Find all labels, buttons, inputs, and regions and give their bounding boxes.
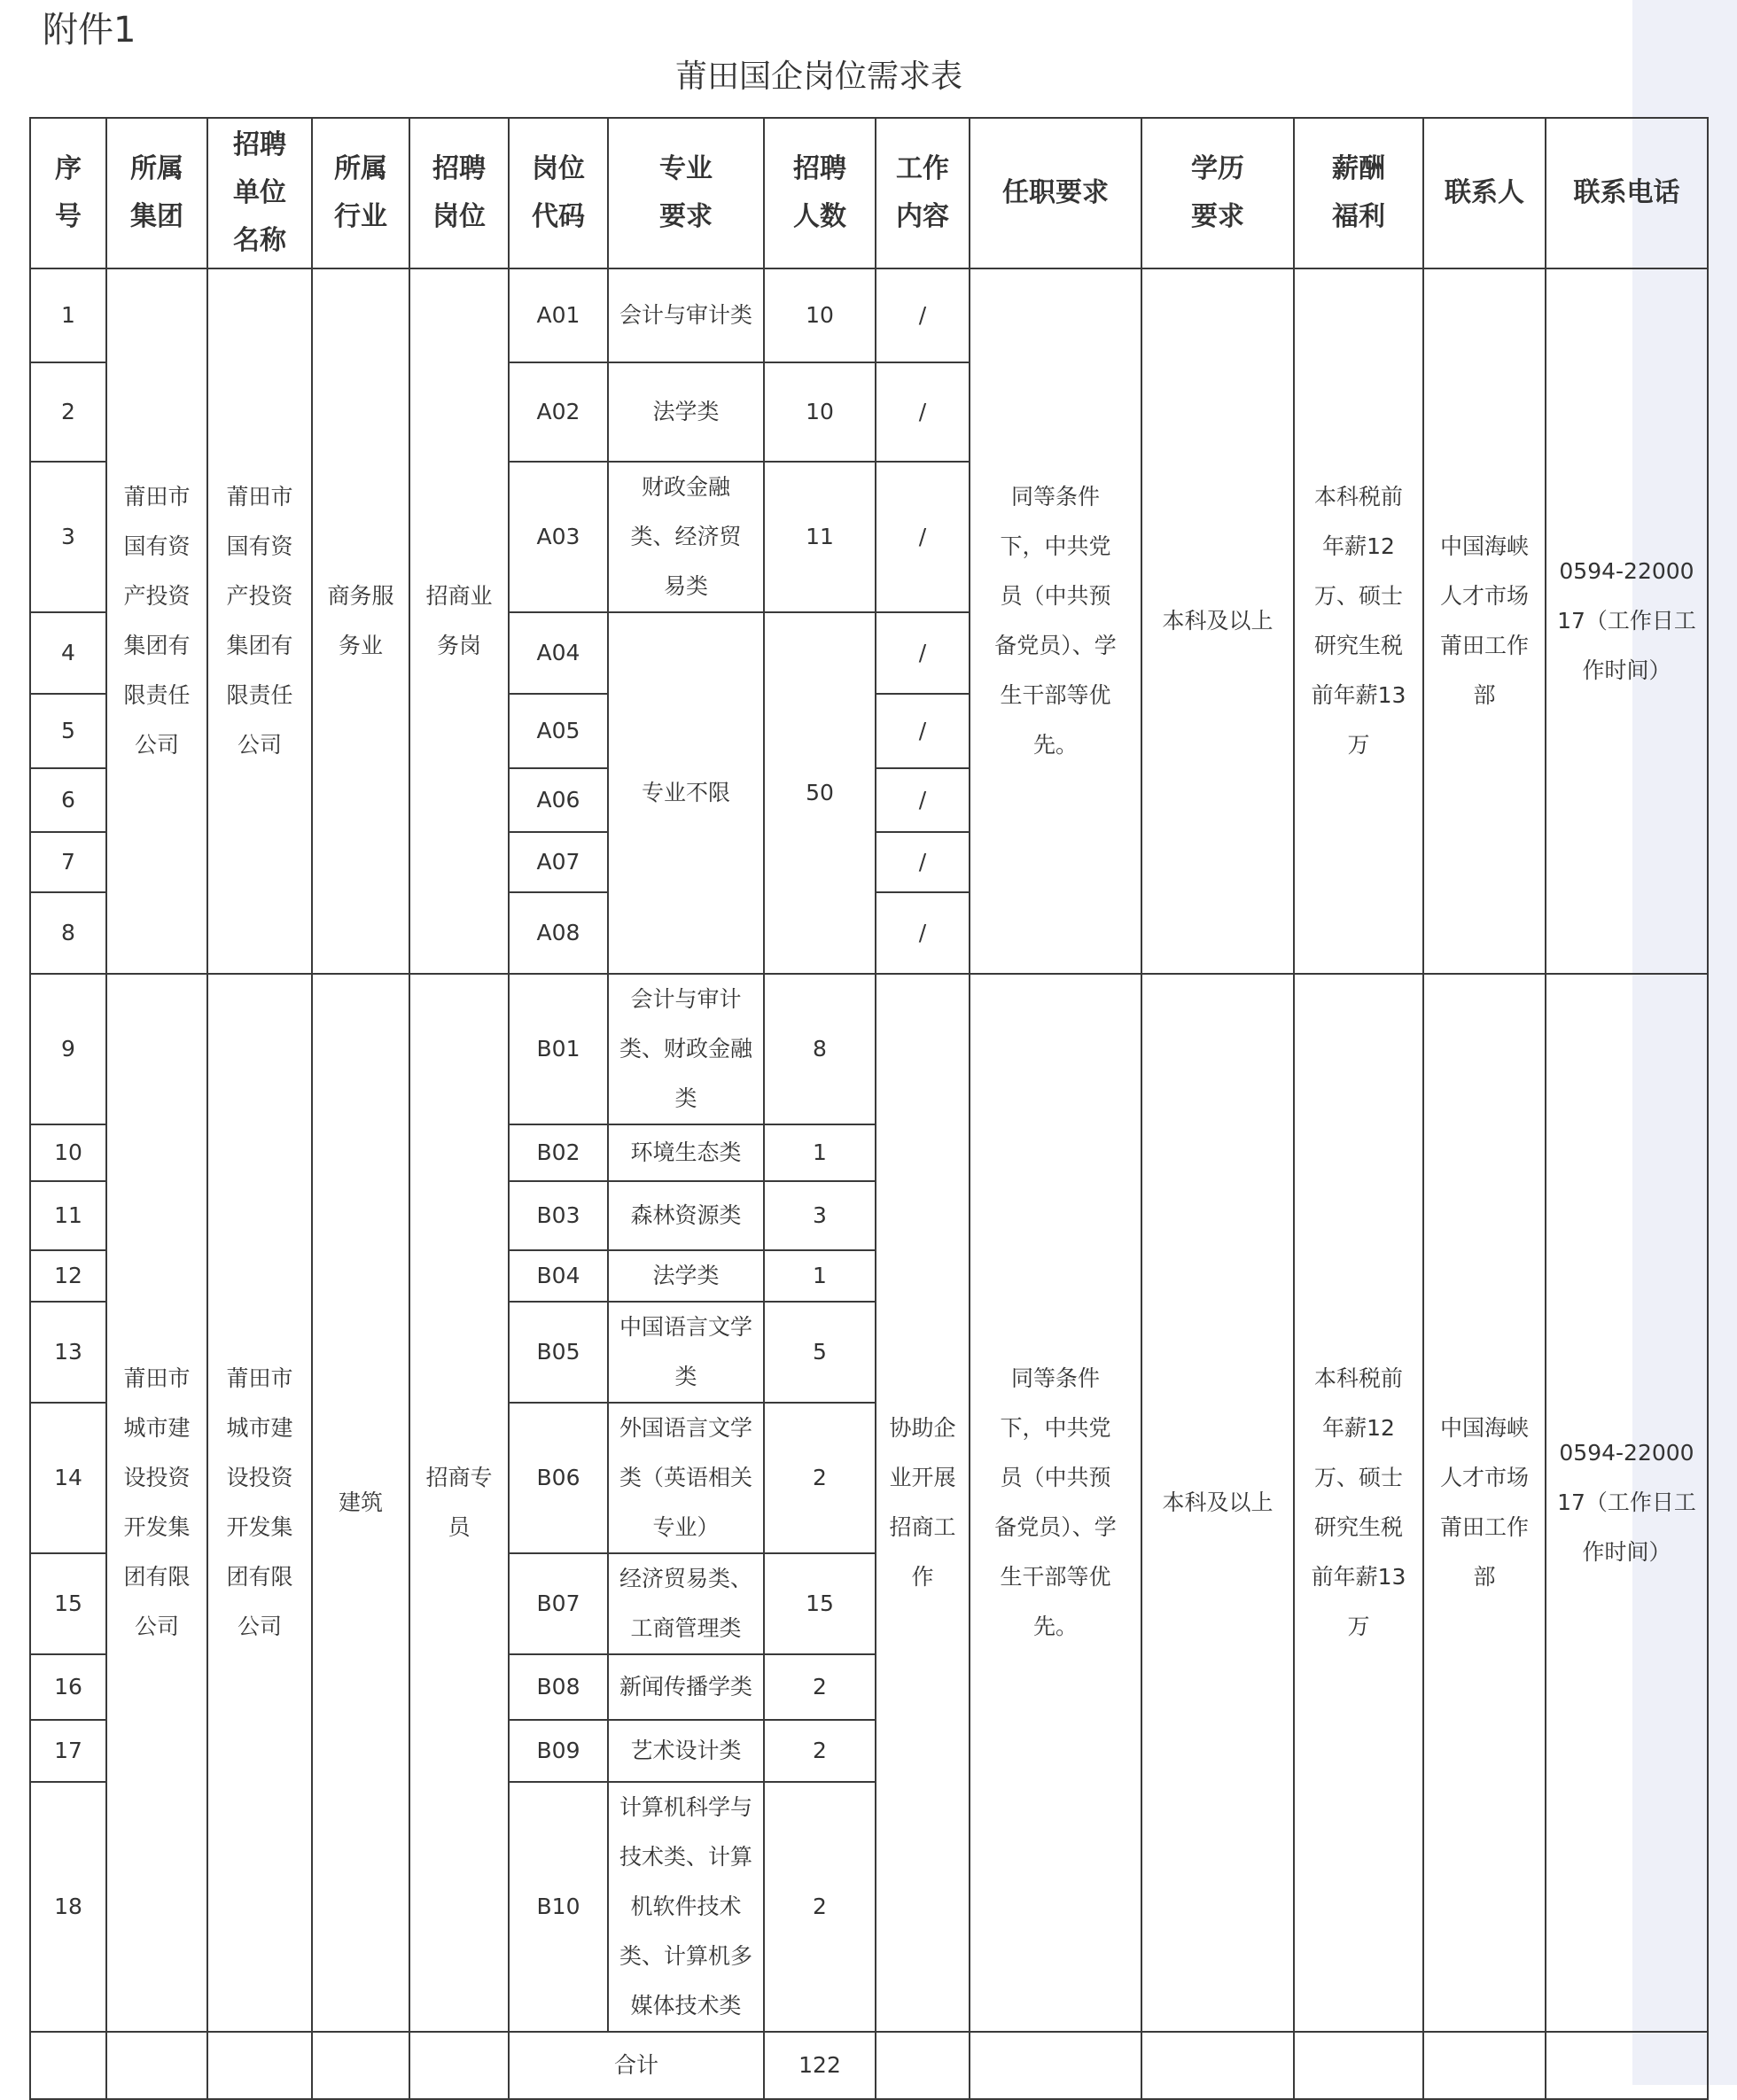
position-code: A01 (509, 268, 608, 362)
work-content: / (876, 694, 970, 768)
row-number: 11 (30, 1181, 106, 1250)
row-number: 9 (30, 974, 106, 1124)
recruit-count: 11 (764, 462, 876, 612)
salary-b: 本科税前年薪12万、硕士研究生税前年薪13万 (1294, 974, 1423, 2032)
row-number: 7 (30, 832, 106, 892)
education-b: 本科及以上 (1141, 974, 1294, 2032)
header-cell: 所属集团 (106, 118, 207, 268)
phone-b: 0594-2200017（工作日工作时间） (1546, 974, 1708, 2032)
position-code: B05 (509, 1302, 608, 1403)
position-code: B02 (509, 1124, 608, 1181)
recruit-count: 2 (764, 1782, 876, 2032)
empty-cell (1294, 2032, 1423, 2099)
position-code: A07 (509, 832, 608, 892)
work-content: / (876, 612, 970, 694)
row-number: 5 (30, 694, 106, 768)
group-name-b: 莆田市城市建设投资开发集团有限公司 (106, 974, 207, 2032)
industry-b: 建筑 (312, 974, 409, 2032)
position-code: A08 (509, 892, 608, 974)
job-requirement-b: 同等条件下，中共党员（中共预备党员）、学生干部等优先。 (970, 974, 1141, 2032)
total-count: 122 (764, 2032, 876, 2099)
position-code: B08 (509, 1654, 608, 1720)
work-content: / (876, 268, 970, 362)
row-number: 12 (30, 1250, 106, 1302)
row-number: 16 (30, 1654, 106, 1720)
header-cell: 序号 (30, 118, 106, 268)
work-content: / (876, 832, 970, 892)
position-a: 招商业务岗 (409, 268, 509, 974)
major-requirement: 计算机科学与技术类、计算机软件技术类、计算机多媒体技术类 (608, 1782, 764, 2032)
table-row (30, 268, 1708, 362)
row-number: 3 (30, 462, 106, 612)
empty-cell (207, 2032, 312, 2099)
recruit-count: 15 (764, 1553, 876, 1654)
row-number: 10 (30, 1124, 106, 1181)
header-cell: 学历要求 (1141, 118, 1294, 268)
recruit-count: 5 (764, 1302, 876, 1403)
major-requirement: 法学类 (608, 362, 764, 462)
recruit-count: 2 (764, 1654, 876, 1720)
header-cell: 薪酬福利 (1294, 118, 1423, 268)
empty-cell (876, 2032, 970, 2099)
phone-a: 0594-2200017（工作日工作时间） (1546, 268, 1708, 974)
header-cell: 任职要求 (970, 118, 1141, 268)
work-content: / (876, 362, 970, 462)
position-code: B07 (509, 1553, 608, 1654)
header-row (30, 118, 1708, 268)
recruit-count: 10 (764, 362, 876, 462)
major-requirement: 森林资源类 (608, 1181, 764, 1250)
position-code: A06 (509, 768, 608, 832)
row-number: 4 (30, 612, 106, 694)
major-requirement: 中国语言文学类 (608, 1302, 764, 1403)
header-cell: 联系电话 (1546, 118, 1708, 268)
row-number: 1 (30, 268, 106, 362)
empty-cell (106, 2032, 207, 2099)
row-number: 18 (30, 1782, 106, 2032)
row-number: 13 (30, 1302, 106, 1403)
header-cell: 工作内容 (876, 118, 970, 268)
header-cell: 所属行业 (312, 118, 409, 268)
table-row (30, 974, 1708, 1124)
salary-a: 本科税前年薪12万、硕士研究生税前年薪13万 (1294, 268, 1423, 974)
total-label: 合计 (509, 2032, 764, 2099)
header-cell: 招聘人数 (764, 118, 876, 268)
header-cell: 联系人 (1423, 118, 1546, 268)
work-content: / (876, 462, 970, 612)
position-code: B04 (509, 1250, 608, 1302)
empty-cell (970, 2032, 1141, 2099)
position-b: 招商专员 (409, 974, 509, 2032)
empty-cell (409, 2032, 509, 2099)
work-content-b: 协助企业开展招商工作 (876, 974, 970, 2032)
education-a: 本科及以上 (1141, 268, 1294, 974)
row-number: 14 (30, 1403, 106, 1553)
header-cell: 岗位代码 (509, 118, 608, 268)
unit-name-b: 莆田市城市建设投资开发集团有限公司 (207, 974, 312, 2032)
position-code: B10 (509, 1782, 608, 2032)
position-code: A05 (509, 694, 608, 768)
row-number: 2 (30, 362, 106, 462)
recruit-count: 1 (764, 1250, 876, 1302)
recruit-count: 2 (764, 1720, 876, 1782)
contact-b: 中国海峡人才市场莆田工作部 (1423, 974, 1546, 2032)
major-requirement: 艺术设计类 (608, 1720, 764, 1782)
page-title: 莆田国企岗位需求表 (674, 58, 962, 95)
major-requirement: 会计与审计类 (608, 268, 764, 362)
industry-a: 商务服务业 (312, 268, 409, 974)
position-code: A04 (509, 612, 608, 694)
row-number: 17 (30, 1720, 106, 1782)
header-cell: 招聘岗位 (409, 118, 509, 268)
position-code: B03 (509, 1181, 608, 1250)
position-code: B06 (509, 1403, 608, 1553)
contact-a: 中国海峡人才市场莆田工作部 (1423, 268, 1546, 974)
position-code: A02 (509, 362, 608, 462)
major-requirement: 新闻传播学类 (608, 1654, 764, 1720)
major-requirement: 财政金融类、经济贸易类 (608, 462, 764, 612)
empty-cell (1546, 2032, 1708, 2099)
major-requirement: 会计与审计类、财政金融类 (608, 974, 764, 1124)
empty-cell (30, 2032, 106, 2099)
unit-name-a: 莆田市国有资产投资集团有限责任公司 (207, 268, 312, 974)
position-code: B01 (509, 974, 608, 1124)
major-requirement: 外国语言文学类（英语相关专业） (608, 1403, 764, 1553)
recruitment-table (29, 117, 1709, 2100)
total-row (30, 2032, 1708, 2099)
major-requirement: 法学类 (608, 1250, 764, 1302)
recruit-count: 3 (764, 1181, 876, 1250)
attachment-label: 附件1 (43, 10, 136, 51)
recruit-count: 8 (764, 974, 876, 1124)
work-content: / (876, 768, 970, 832)
recruit-count: 2 (764, 1403, 876, 1553)
recruit-count: 10 (764, 268, 876, 362)
job-requirement-a: 同等条件下，中共党员（中共预备党员）、学生干部等优先。 (970, 268, 1141, 974)
group-name-a: 莆田市国有资产投资集团有限责任公司 (106, 268, 207, 974)
empty-cell (1141, 2032, 1294, 2099)
header-cell: 专业要求 (608, 118, 764, 268)
row-number: 6 (30, 768, 106, 832)
empty-cell (1423, 2032, 1546, 2099)
header-cell: 招聘单位名称 (207, 118, 312, 268)
row-number: 8 (30, 892, 106, 974)
position-code: A03 (509, 462, 608, 612)
position-code: B09 (509, 1720, 608, 1782)
recruit-count-pooled: 50 (764, 612, 876, 974)
major-requirement: 环境生态类 (608, 1124, 764, 1181)
work-content: / (876, 892, 970, 974)
major-requirement-pooled: 专业不限 (608, 612, 764, 974)
recruit-count: 1 (764, 1124, 876, 1181)
major-requirement: 经济贸易类、工商管理类 (608, 1553, 764, 1654)
row-number: 15 (30, 1553, 106, 1654)
empty-cell (312, 2032, 409, 2099)
